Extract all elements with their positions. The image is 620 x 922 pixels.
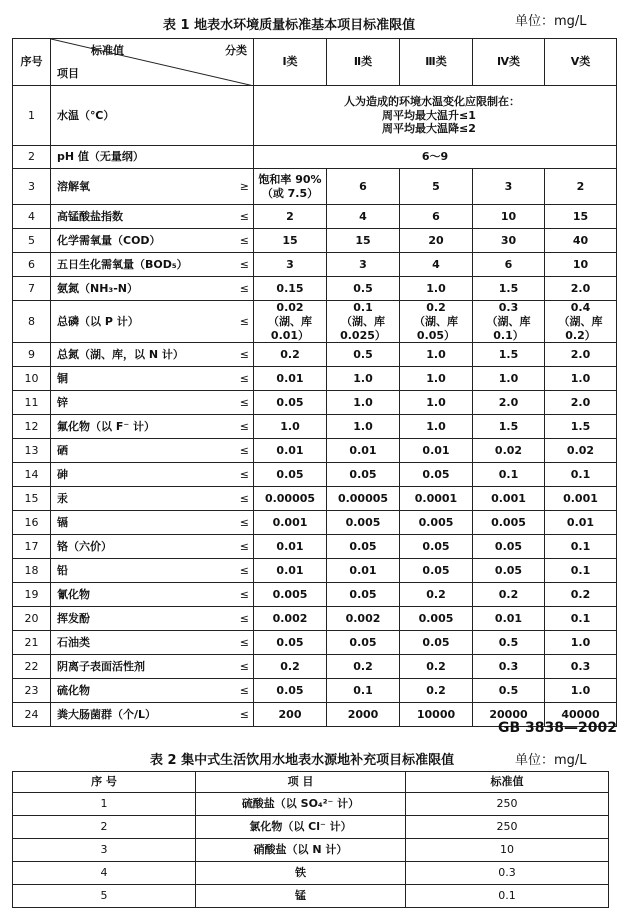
- header-serial: 序号: [13, 39, 51, 86]
- item-label: 五日生化需氧量（BOD₅）: [57, 257, 188, 271]
- table-row: [13, 862, 609, 885]
- item-label: 铬（六价）: [57, 539, 112, 553]
- cell-value: 2: [254, 205, 327, 229]
- table2-title: 表 2 集中式生活饮用水地表水源地补充项目标准限值: [150, 753, 455, 768]
- cell-value: 30: [473, 229, 545, 253]
- diagonal-line: [51, 39, 254, 86]
- row-item: [51, 169, 254, 205]
- row-item: [51, 535, 254, 559]
- cell-value: [254, 169, 327, 205]
- operator: ≤: [239, 419, 249, 433]
- operator: ≤: [239, 515, 249, 529]
- cell-value: 0.05: [254, 631, 327, 655]
- cell-value: 0.5: [327, 343, 400, 367]
- operator: ≤: [239, 395, 249, 409]
- cell-value: 6: [400, 205, 473, 229]
- cell-value: 1.0: [327, 415, 400, 439]
- operator: ≤: [239, 659, 249, 673]
- cell-value: 0.1: [473, 463, 545, 487]
- row-number: 23: [13, 679, 51, 703]
- row-item: [51, 487, 254, 511]
- cell-value: 6: [327, 169, 400, 205]
- item-label: 挥发酚: [57, 611, 90, 625]
- cell-value: [545, 301, 617, 343]
- cell-value: 0.05: [400, 631, 473, 655]
- cell-value: 0.01: [254, 367, 327, 391]
- row-number: 18: [13, 559, 51, 583]
- table2-body: [13, 793, 609, 908]
- cell-value: 0.05: [327, 463, 400, 487]
- cell-value: 1.0: [400, 391, 473, 415]
- table1-title: 表 1 地表水环境质量标准基本项目标准限值: [163, 18, 416, 33]
- row-item: 硫酸盐（以 SO₄²⁻ 计）: [196, 793, 406, 816]
- row-item: 硝酸盐（以 N 计）: [196, 839, 406, 862]
- operator: ≤: [239, 707, 249, 721]
- cell-value: 10000: [400, 703, 473, 727]
- row-item: [51, 277, 254, 301]
- cell-value: 0.2: [545, 583, 617, 607]
- item-label: 石油类: [57, 635, 90, 649]
- row-number: 6: [13, 253, 51, 277]
- cell-value: 0.002: [254, 607, 327, 631]
- operator: ≤: [239, 491, 249, 505]
- operator: ≤: [239, 371, 249, 385]
- cell-value: 0.2: [254, 343, 327, 367]
- cell-value: 0.1: [545, 463, 617, 487]
- cell-value: 0.005: [327, 511, 400, 535]
- item-label: 高锰酸盐指数: [57, 209, 123, 223]
- cell-line: （或 7.5）: [261, 186, 319, 200]
- note-line: 周平均最大温降≤2: [382, 122, 476, 136]
- table2-unit: 单位：mg/L: [515, 753, 587, 768]
- cell-line: 0.4: [570, 301, 591, 314]
- table-row: [13, 391, 617, 415]
- item-label: 溶解氧: [57, 179, 90, 193]
- table-row: [13, 793, 609, 816]
- cell-value: 0.005: [400, 607, 473, 631]
- row-number: 22: [13, 655, 51, 679]
- cell-value: 0.0001: [400, 487, 473, 511]
- operator: ≤: [239, 443, 249, 457]
- row-value: 250: [406, 816, 609, 839]
- cell-value: 0.001: [545, 487, 617, 511]
- operator: ≤: [239, 209, 249, 223]
- cell-value: 20000: [473, 703, 545, 727]
- cell-value: 2.0: [545, 343, 617, 367]
- cell-value: 15: [327, 229, 400, 253]
- cell-value: 0.01: [400, 439, 473, 463]
- cell-value: 0.02: [545, 439, 617, 463]
- table-row: [13, 205, 617, 229]
- cell-value: 2: [545, 169, 617, 205]
- cell-value: 0.01: [327, 559, 400, 583]
- cell-value: 1.0: [545, 367, 617, 391]
- cell-value: 0.2: [400, 655, 473, 679]
- cell-value: 40000: [545, 703, 617, 727]
- item-label: 总磷（以 P 计）: [57, 314, 139, 328]
- row-item: [51, 463, 254, 487]
- cell-value: 1.0: [473, 367, 545, 391]
- row-number: 5: [13, 229, 51, 253]
- cell-value: 0.05: [254, 463, 327, 487]
- table1-unit: 单位：mg/L: [515, 14, 587, 29]
- row-number: 9: [13, 343, 51, 367]
- cell-value: 2000: [327, 703, 400, 727]
- table1: [12, 38, 617, 727]
- cell-value: 0.05: [254, 679, 327, 703]
- row-number: 3: [13, 839, 196, 862]
- cell-value: 0.02: [473, 439, 545, 463]
- cell-value: 2.0: [545, 391, 617, 415]
- row-item: [51, 655, 254, 679]
- cell-value: 15: [545, 205, 617, 229]
- row-item: [51, 703, 254, 727]
- row-number: 10: [13, 367, 51, 391]
- table-row: [13, 607, 617, 631]
- cell-value: 0.05: [327, 631, 400, 655]
- cell-line: 0.2: [426, 301, 446, 314]
- table-row: [13, 367, 617, 391]
- table-row: [13, 487, 617, 511]
- cell-value: 40: [545, 229, 617, 253]
- cell-value: 1.0: [254, 415, 327, 439]
- operator: ≤: [239, 347, 249, 361]
- row-number: 19: [13, 583, 51, 607]
- row-number: 7: [13, 277, 51, 301]
- row-value: 10: [406, 839, 609, 862]
- cell-value: 1.5: [473, 277, 545, 301]
- header-std-value: 标准值: [91, 44, 124, 57]
- table-row: [13, 439, 617, 463]
- table-row: [13, 583, 617, 607]
- operator: ≥: [239, 179, 249, 193]
- table-row: [13, 655, 617, 679]
- cell-value: 0.2: [327, 655, 400, 679]
- cell-value: 0.001: [254, 511, 327, 535]
- row-number: 8: [13, 301, 51, 343]
- cell-value: 1.0: [400, 343, 473, 367]
- cell-value: 1.0: [327, 391, 400, 415]
- row-item: [51, 253, 254, 277]
- row-item: [51, 343, 254, 367]
- header-category: 分类: [225, 44, 247, 57]
- item-label: 硫化物: [57, 683, 90, 697]
- operator: ≤: [239, 539, 249, 553]
- cell-value: 0.2: [400, 679, 473, 703]
- cell-value: 0.5: [327, 277, 400, 301]
- operator: ≤: [239, 563, 249, 577]
- cell-value: 0.01: [254, 535, 327, 559]
- item-label: 砷: [57, 467, 68, 481]
- row-item: 氯化物（以 Cl⁻ 计）: [196, 816, 406, 839]
- cell-line: 饱和率 90%: [258, 172, 322, 186]
- t2-header-item: 项 目: [196, 772, 406, 793]
- table-row: [13, 839, 609, 862]
- table-row: [13, 511, 617, 535]
- item-label: 汞: [57, 491, 68, 505]
- cell-value: 0.05: [473, 535, 545, 559]
- cell-value: 1.5: [473, 343, 545, 367]
- row-item: pH 值（无量纲）: [51, 146, 254, 169]
- header-class-4: Ⅳ类: [473, 39, 545, 86]
- cell-value: 6: [473, 253, 545, 277]
- cell-value: 15: [254, 229, 327, 253]
- row-item: [51, 583, 254, 607]
- table-row: [13, 885, 609, 908]
- cell-line: （湖、库 0.025）: [340, 314, 386, 342]
- row-item: [51, 511, 254, 535]
- rows-group-b: [13, 343, 617, 727]
- table-row: [13, 559, 617, 583]
- table-row: [13, 86, 617, 146]
- item-label: 锌: [57, 395, 68, 409]
- cell-line: 0.1: [353, 301, 373, 314]
- cell-value: 0.001: [473, 487, 545, 511]
- cell-value: 0.00005: [327, 487, 400, 511]
- cell-value: 0.05: [400, 535, 473, 559]
- cell-value: 0.002: [327, 607, 400, 631]
- header-class-5: Ⅴ类: [545, 39, 617, 86]
- cell-value: 0.2: [400, 583, 473, 607]
- row-number: 1: [13, 793, 196, 816]
- cell-value: 1.0: [400, 415, 473, 439]
- cell-value: 0.01: [254, 559, 327, 583]
- table-row: [13, 343, 617, 367]
- cell-value: 0.01: [473, 607, 545, 631]
- cell-value: 1.5: [473, 415, 545, 439]
- water-temp-note: [254, 86, 617, 146]
- operator: ≤: [239, 587, 249, 601]
- cell-value: 0.005: [400, 511, 473, 535]
- note-line: 周平均最大温升≤1: [382, 108, 476, 122]
- cell-value: [327, 301, 400, 343]
- cell-value: 0.5: [473, 631, 545, 655]
- operator: ≤: [239, 635, 249, 649]
- row-item: [51, 607, 254, 631]
- cell-value: 0.005: [473, 511, 545, 535]
- cell-value: 0.1: [545, 559, 617, 583]
- row-number: 2: [13, 146, 51, 169]
- table-row: [13, 816, 609, 839]
- cell-value: 0.01: [545, 511, 617, 535]
- row-number: 11: [13, 391, 51, 415]
- cell-line: （湖、库 0.01）: [268, 314, 312, 342]
- cell-line: （湖、库 0.2）: [558, 314, 603, 342]
- row-value: 250: [406, 793, 609, 816]
- table-row: [13, 415, 617, 439]
- cell-value: 0.1: [545, 607, 617, 631]
- row-number: 4: [13, 862, 196, 885]
- item-label: 镉: [57, 515, 68, 529]
- cell-value: 20: [400, 229, 473, 253]
- row-item: [51, 301, 254, 343]
- cell-value: 0.3: [545, 655, 617, 679]
- item-label: 粪大肠菌群（个/L）: [57, 707, 157, 721]
- table-row: [13, 146, 617, 169]
- row-item: [51, 229, 254, 253]
- cell-value: 0.01: [327, 439, 400, 463]
- cell-value: 1.5: [545, 415, 617, 439]
- cell-value: 0.005: [254, 583, 327, 607]
- row-number: 24: [13, 703, 51, 727]
- row-item: [51, 439, 254, 463]
- header-class-3: Ⅲ类: [400, 39, 473, 86]
- ph-range: 6～9: [254, 146, 617, 169]
- cell-value: 4: [400, 253, 473, 277]
- operator: ≤: [239, 611, 249, 625]
- cell-value: 0.05: [400, 559, 473, 583]
- cell-value: 1.0: [327, 367, 400, 391]
- cell-value: 0.3: [473, 655, 545, 679]
- row-number: 4: [13, 205, 51, 229]
- cell-value: 0.05: [327, 535, 400, 559]
- cell-value: 200: [254, 703, 327, 727]
- row-number: 15: [13, 487, 51, 511]
- row-number: 21: [13, 631, 51, 655]
- t2-header-serial: 序 号: [13, 772, 196, 793]
- header-class-2: Ⅱ类: [327, 39, 400, 86]
- row-number: 12: [13, 415, 51, 439]
- item-label: 铅: [57, 563, 68, 577]
- cell-value: 0.5: [473, 679, 545, 703]
- operator: ≤: [239, 257, 249, 271]
- header-item: 项目: [57, 67, 79, 81]
- row-number: 3: [13, 169, 51, 205]
- cell-line: 0.02: [276, 301, 304, 314]
- cell-value: 0.2: [254, 655, 327, 679]
- row-number: 20: [13, 607, 51, 631]
- table-row: [13, 679, 617, 703]
- row-item: [51, 205, 254, 229]
- cell-value: 4: [327, 205, 400, 229]
- operator: ≤: [239, 281, 249, 295]
- row-item: [51, 367, 254, 391]
- note-line: 人为造成的环境水温变化应限制在：: [344, 94, 520, 108]
- row-number: 2: [13, 816, 196, 839]
- row-number: 5: [13, 885, 196, 908]
- cell-value: 0.1: [545, 535, 617, 559]
- t2-header-value: 标准值: [406, 772, 609, 793]
- table1-header-row: [13, 39, 617, 86]
- operator: ≤: [239, 683, 249, 697]
- cell-value: 1.0: [545, 679, 617, 703]
- cell-value: [400, 301, 473, 343]
- item-label: 氨氮（NH₃-N）: [57, 281, 139, 295]
- cell-value: 5: [400, 169, 473, 205]
- item-label: 化学需氧量（COD）: [57, 233, 161, 247]
- row-number: 13: [13, 439, 51, 463]
- cell-value: 0.00005: [254, 487, 327, 511]
- row-item: [51, 559, 254, 583]
- row-number: 16: [13, 511, 51, 535]
- cell-value: 0.05: [473, 559, 545, 583]
- row-item: [51, 631, 254, 655]
- row-number: 14: [13, 463, 51, 487]
- cell-value: 3: [473, 169, 545, 205]
- table-row: [13, 301, 617, 343]
- row-item: 水温（℃）: [51, 86, 254, 146]
- table2-header-row: [13, 772, 609, 793]
- item-label: 氰化物: [57, 587, 90, 601]
- cell-value: 2.0: [473, 391, 545, 415]
- table-row: [13, 253, 617, 277]
- cell-value: 10: [545, 253, 617, 277]
- cell-value: 0.05: [254, 391, 327, 415]
- item-label: 总氮（湖、库，以 N 计）: [57, 347, 184, 361]
- table-row: [13, 463, 617, 487]
- row-item: 锰: [196, 885, 406, 908]
- item-label: 铜: [57, 371, 68, 385]
- table-row: [13, 631, 617, 655]
- cell-value: 0.05: [400, 463, 473, 487]
- row-item: [51, 391, 254, 415]
- cell-line: 0.3: [498, 301, 519, 314]
- item-label: 阴离子表面活性剂: [57, 659, 145, 673]
- cell-value: 0.2: [473, 583, 545, 607]
- cell-line: （湖、库 0.1）: [486, 314, 531, 342]
- cell-value: 10: [473, 205, 545, 229]
- item-label: 硒: [57, 443, 68, 457]
- item-label: 氟化物（以 F⁻ 计）: [57, 419, 155, 433]
- cell-value: 0.01: [254, 439, 327, 463]
- operator: ≤: [239, 314, 249, 328]
- cell-value: 1.0: [400, 277, 473, 301]
- table-row: [13, 535, 617, 559]
- table-row: [13, 169, 617, 205]
- row-value: 0.1: [406, 885, 609, 908]
- cell-line: （湖、库 0.05）: [414, 314, 458, 342]
- cell-value: [254, 301, 327, 343]
- row-number: 17: [13, 535, 51, 559]
- cell-value: 0.15: [254, 277, 327, 301]
- operator: ≤: [239, 233, 249, 247]
- standard-code: GB 3838—2002: [498, 720, 617, 736]
- rows-group-a: [13, 205, 617, 301]
- header-class-1: Ⅰ类: [254, 39, 327, 86]
- row-item: [51, 415, 254, 439]
- cell-value: 1.0: [545, 631, 617, 655]
- header-diagonal: [51, 39, 254, 86]
- table-row: [13, 277, 617, 301]
- cell-value: 3: [254, 253, 327, 277]
- cell-value: [473, 301, 545, 343]
- row-value: 0.3: [406, 862, 609, 885]
- row-item: 铁: [196, 862, 406, 885]
- cell-value: 0.1: [327, 679, 400, 703]
- cell-value: 2.0: [545, 277, 617, 301]
- cell-value: 3: [327, 253, 400, 277]
- row-item: [51, 679, 254, 703]
- table2: [12, 771, 609, 908]
- operator: ≤: [239, 467, 249, 481]
- cell-value: 0.05: [327, 583, 400, 607]
- table-row: [13, 229, 617, 253]
- cell-value: 1.0: [400, 367, 473, 391]
- row-number: 1: [13, 86, 51, 146]
